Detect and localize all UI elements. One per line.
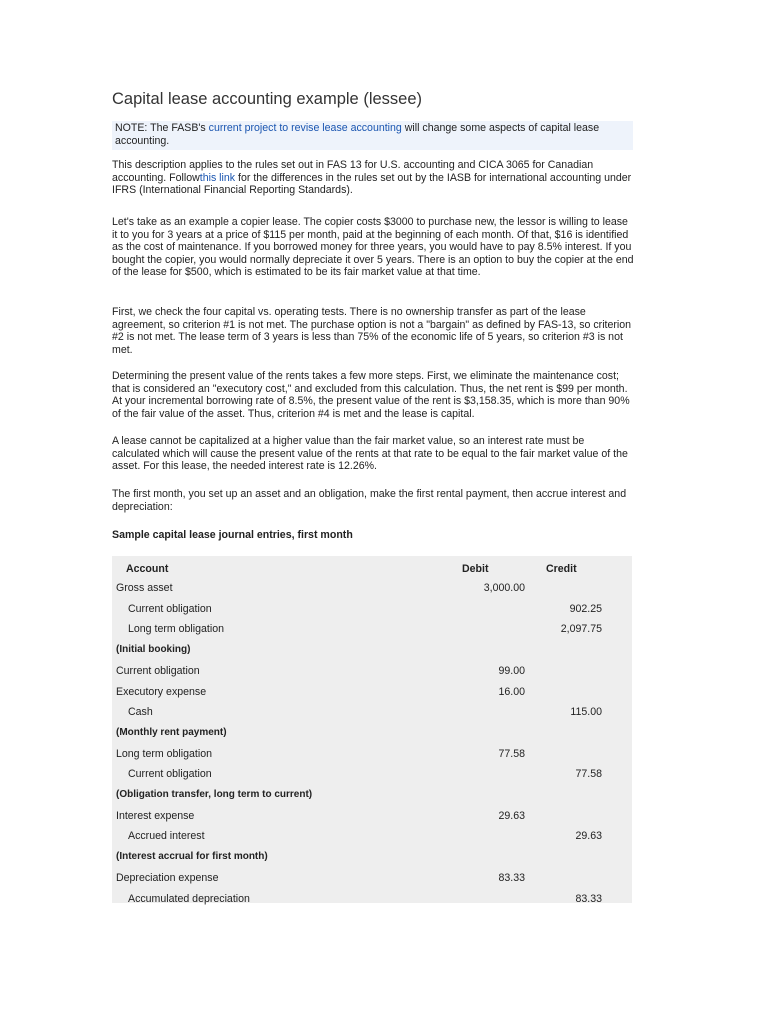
table-row	[112, 599, 632, 619]
table-row	[112, 640, 632, 660]
header-credit: Credit	[546, 563, 577, 575]
intro-before: This description applies to the rules set out in FAS 13 for U.S. accounting and CICA 3065 for Canadian accounting. Follow	[112, 159, 594, 184]
debit-cell: 99.00	[498, 664, 525, 677]
first-month-paragraph: The first month, you set up an asset and an obligation, make the first rental payment, then accrue interest and depreciation:	[112, 488, 627, 513]
header-debit: Debit	[462, 563, 489, 575]
entry-description: (Monthly rent payment)	[116, 726, 227, 738]
table-row	[112, 744, 632, 764]
account-cell: Executory expense	[116, 685, 207, 698]
debit-cell: 83.33	[498, 871, 525, 884]
note-suffix: will change some aspects of capital lease accounting.	[115, 122, 600, 147]
account-cell: Accumulated depreciation	[128, 892, 250, 905]
tests-paragraph: First, we check the four capital vs. operating tests. There is no ownership transfer as part of the lease agreement, so criterion #1 is not met. The purchase option is not a "bargain" as defined by FAS-13, so criterion #2 is not met. The lease term of 3 years is less than 75% of the economic life of 5 years, so criterion #3 is not met.	[112, 306, 632, 356]
account-cell: Cash	[128, 706, 153, 719]
table-row	[112, 682, 632, 702]
table-row	[112, 764, 632, 784]
table-row	[112, 702, 632, 722]
account-cell: Current obligation	[116, 664, 200, 677]
account-cell: Long term obligation	[116, 747, 212, 760]
table-row	[112, 723, 632, 743]
debit-cell: 77.58	[498, 747, 525, 760]
credit-cell: 83.33	[575, 892, 602, 905]
present-value-paragraph: Determining the present value of the rents takes a few more steps. First, we eliminate the maintenance cost; that is considered an "executory cost," and excluded from this calculation. Thus, the net rent is $99 per month. At your incremental borrowing rate of 8.5%, the present value of the rent is $3,158.35, which is more than 90% of the fair value of the asset. Thus, criterion #4 is met and the lease is capital.	[112, 370, 630, 420]
ifrs-differences-link[interactable]: this link	[199, 171, 236, 184]
entry-description: (Obligation transfer, long term to current)	[116, 789, 313, 800]
table-title: Sample capital lease journal entries, first month	[112, 529, 353, 541]
credit-cell: 115.00	[570, 706, 602, 719]
account-cell: Current obligation	[128, 768, 212, 781]
interest-rate-paragraph: A lease cannot be capitalized at a higher value than the fair market value, so an interest rate must be calculated which will cause the present value of the rents at that rate to be equal to the fair market value of the asset. For this lease, the needed interest rate is 12.26%.	[112, 435, 628, 473]
table-row	[112, 806, 632, 826]
debit-cell: 16.00	[498, 685, 525, 698]
table-row	[112, 868, 632, 888]
table-row	[112, 661, 632, 681]
credit-cell: 29.63	[575, 830, 602, 843]
account-cell: Depreciation expense	[116, 871, 219, 884]
table-row	[112, 847, 632, 867]
entry-description: (Interest accrual for first month)	[116, 851, 268, 863]
example-paragraph: Let's take as an example a copier lease. The copier costs $3000 to purchase new, the lessor is willing to lease it to you for 3 years at a price of $115 per month, paid at the beginning of each month. Of that, $16 is identified as the cost of maintenance. If you borrowed money for three years, you would have to pay 8.5% interest. If you bought the copier, you would normally depreciate it over 5 years. There is an option to buy the copier at the end of the lease for $500, which is estimated to be its fair market value at that time.	[112, 216, 634, 279]
account-cell: Interest expense	[116, 809, 195, 822]
debit-cell: 29.63	[498, 809, 525, 822]
account-cell: Accrued interest	[128, 830, 205, 843]
credit-cell: 77.58	[575, 768, 602, 781]
credit-cell: 2,097.75	[560, 623, 602, 636]
table-header-row	[112, 559, 632, 579]
header-account: Account	[126, 563, 169, 575]
account-cell: Current obligation	[128, 602, 212, 615]
table-row	[112, 578, 632, 598]
intro-after: for the differences in the rules set out by the IASB for international accounting under IFRS (International Financial Reporting Standards).	[112, 171, 632, 197]
table-row	[112, 619, 632, 639]
table-row	[112, 826, 632, 846]
lease-project-link[interactable]: current project to revise lease accounting	[208, 122, 402, 134]
account-cell: Gross asset	[116, 582, 173, 594]
journal-entries-table	[112, 556, 632, 903]
page-title: Capital lease accounting example (lessee)	[112, 90, 423, 108]
account-cell: Long term obligation	[128, 623, 224, 636]
debit-cell: 3,000.00	[483, 582, 525, 594]
credit-cell: 902.25	[569, 602, 602, 615]
table-row	[112, 889, 632, 909]
table-row	[112, 785, 632, 805]
fasb-note	[112, 121, 633, 150]
entry-description: (Initial booking)	[116, 644, 191, 656]
intro-paragraph	[112, 159, 634, 197]
note-prefix: NOTE: The FASB's	[115, 122, 209, 134]
